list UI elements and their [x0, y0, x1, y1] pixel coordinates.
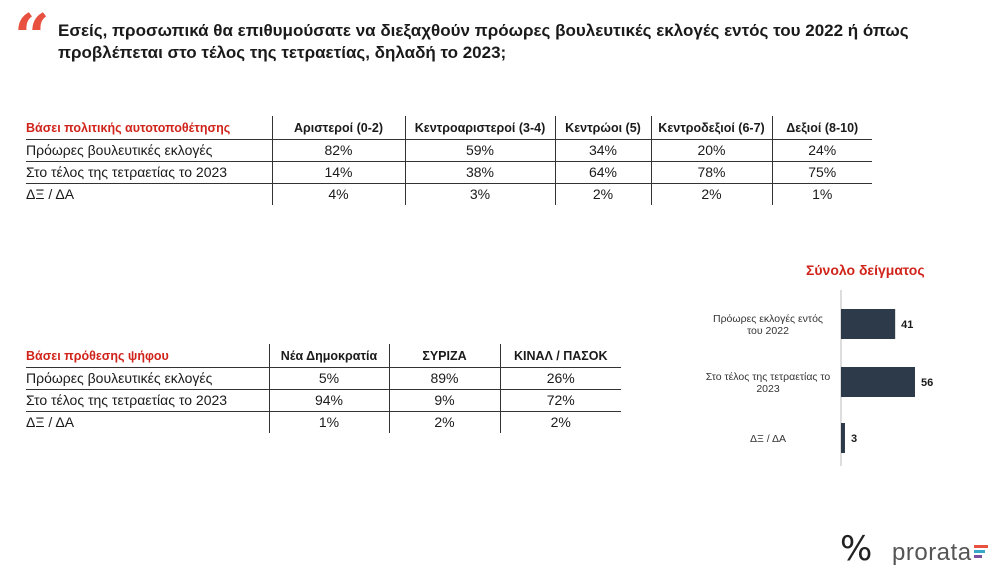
- table-cell: 2%: [555, 183, 651, 205]
- table-row: [26, 389, 621, 411]
- table-cell: 34%: [555, 139, 651, 161]
- chart-category-label: [706, 371, 831, 395]
- chart-category-label-line: Στο τέλος της τετραετίας το: [705, 371, 831, 383]
- table2-header-row: [26, 344, 621, 367]
- table-row: [26, 183, 872, 205]
- question-title: Εσείς, προσωπικά θα επιθυμούσατε να διεξαχθούν πρόωρες βουλευτικές εκλογές εντός του 2022 ή όπως προβλέπεται στο τέλος της τετραετίας, δηλαδή το 2023;: [58, 21, 909, 62]
- table-cell: 5%: [269, 367, 389, 389]
- table-cell: 2%: [389, 411, 500, 433]
- table-cell: 20%: [651, 139, 772, 161]
- table-cell: 14%: [272, 161, 405, 183]
- table1-header-label: Βάσει πολιτικής αυτοτοποθέτησης: [26, 120, 231, 135]
- table-cell: 89%: [389, 367, 500, 389]
- vote-intention-table: [26, 344, 621, 433]
- chart-title: Σύνολο δείγματος: [806, 262, 925, 278]
- table-row: [26, 161, 872, 183]
- row-label: Πρόωρες βουλευτικές εκλογές: [26, 139, 272, 161]
- row-label: Στο τέλος της τετραετίας το 2023: [26, 389, 269, 411]
- logo-bar: [974, 550, 985, 553]
- table-row: [26, 411, 621, 433]
- table-cell: 38%: [405, 161, 555, 183]
- table1-col-header: Κεντρώοι (5): [555, 116, 651, 139]
- table-cell: 78%: [651, 161, 772, 183]
- total-sample-bar-chart: [660, 288, 960, 468]
- chart-data-label: 3: [850, 433, 858, 445]
- table-cell: 3%: [405, 183, 555, 205]
- row-label: ΔΞ / ΔΑ: [26, 411, 269, 433]
- row-label: Στο τέλος της τετραετίας το 2023: [26, 161, 272, 183]
- chart-data-label: 56: [921, 377, 934, 389]
- logo-bar: [974, 545, 988, 548]
- chart-category-label-line: ΔΞ / ΔΑ: [749, 433, 787, 445]
- logo-bars-icon: [974, 545, 988, 563]
- table-cell: 26%: [500, 367, 621, 389]
- percent-logo-icon: %: [840, 529, 873, 569]
- chart-data-label: 41: [901, 319, 914, 331]
- table-cell: 59%: [405, 139, 555, 161]
- table-cell: 72%: [500, 389, 621, 411]
- chart-bar: [841, 309, 895, 339]
- row-label: Πρόωρες βουλευτικές εκλογές: [26, 367, 269, 389]
- table-row: [26, 139, 872, 161]
- row-label: ΔΞ / ΔΑ: [26, 183, 272, 205]
- chart-bar: [841, 423, 845, 453]
- chart-category-label: [713, 313, 823, 337]
- table-cell: 82%: [272, 139, 405, 161]
- logo-text: prorata: [892, 539, 972, 566]
- table-cell: 1%: [772, 183, 872, 205]
- table2-col-header: ΣΥΡΙΖΑ: [389, 344, 500, 367]
- prorata-logo: [840, 529, 990, 569]
- table1-col-header: Αριστεροί (0-2): [272, 116, 405, 139]
- chart-category-label-line: 2023: [756, 383, 780, 395]
- table-cell: 64%: [555, 161, 651, 183]
- chart-category-label: [750, 433, 786, 445]
- table-cell: 1%: [269, 411, 389, 433]
- table1-header-row: [26, 116, 872, 139]
- table1-col-header: Κεντροδεξιοί (6-7): [651, 116, 772, 139]
- political-self-placement-table: [26, 116, 872, 205]
- table1-col-header: Δεξιοί (8-10): [772, 116, 872, 139]
- table1-col-header: Κεντροαριστεροί (3-4): [405, 116, 555, 139]
- table-row: [26, 367, 621, 389]
- chart-category-label-line: Πρόωρες εκλογές εντός: [713, 313, 823, 325]
- table-cell: 94%: [269, 389, 389, 411]
- quote-mark-icon: “: [14, 0, 50, 73]
- table-cell: 2%: [500, 411, 621, 433]
- table-cell: 9%: [389, 389, 500, 411]
- table-cell: 4%: [272, 183, 405, 205]
- chart-bar: [841, 367, 915, 397]
- table-cell: 24%: [772, 139, 872, 161]
- table-cell: 75%: [772, 161, 872, 183]
- table2-col-header: ΚΙΝΑΛ / ΠΑΣΟΚ: [500, 344, 621, 367]
- logo-bar: [974, 555, 982, 558]
- chart-category-label-line: του 2022: [747, 325, 789, 337]
- table-cell: 2%: [651, 183, 772, 205]
- table2-col-header: Νέα Δημοκρατία: [269, 344, 389, 367]
- table2-header-label: Βάσει πρόθεσης ψήφου: [26, 348, 169, 363]
